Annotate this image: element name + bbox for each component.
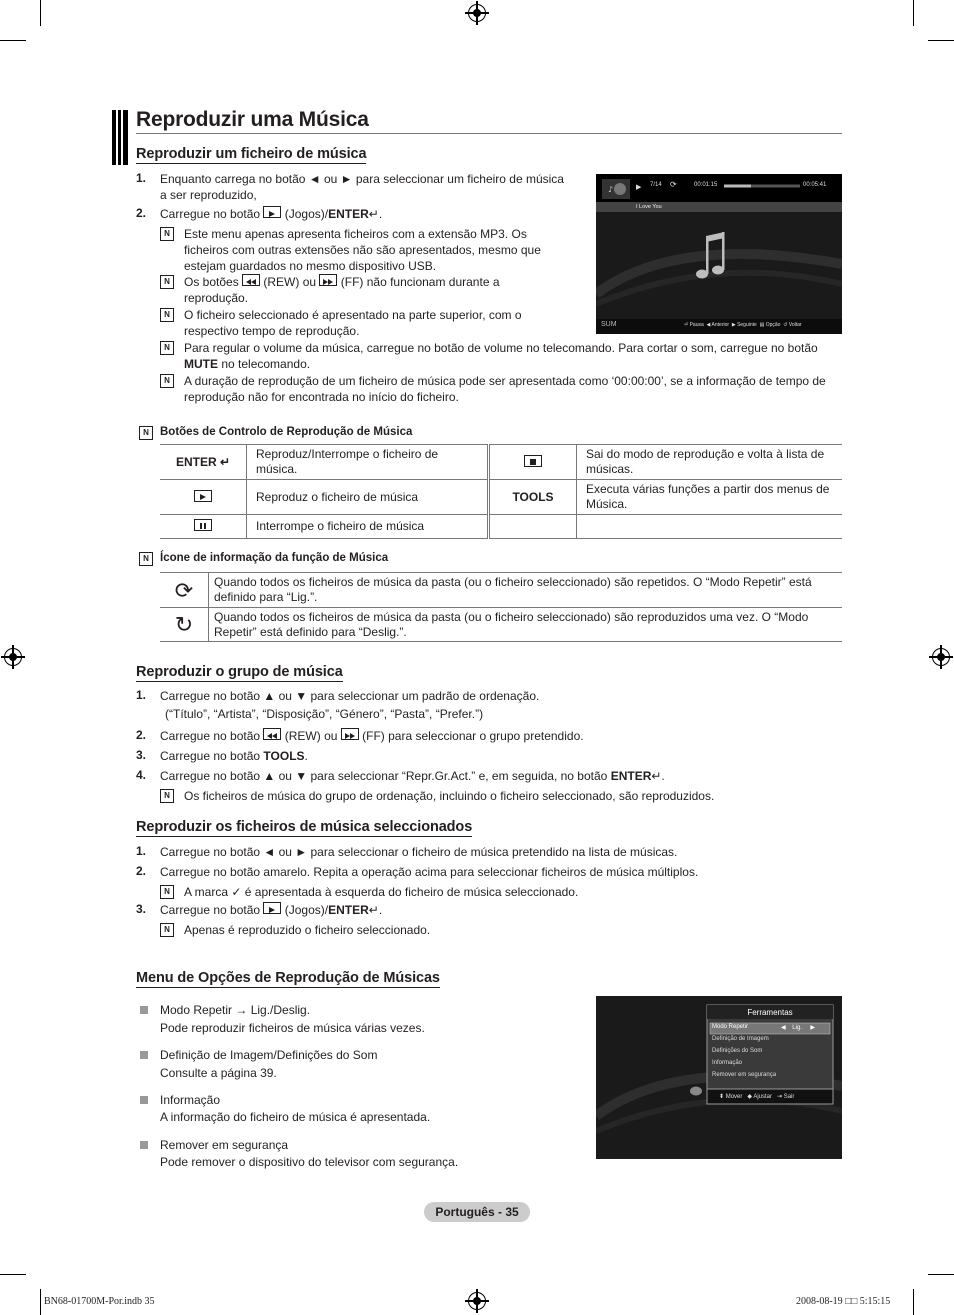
enter-icon: ↵	[651, 769, 662, 783]
step-text: (“Título”, “Artista”, “Disposição”, “Género”, “Pasta”, “Prefer.”)	[165, 707, 484, 721]
step-text: Carregue no botão ▲ ou ▼ para seleccionar um padrão de ordenação.	[160, 689, 540, 703]
note-icon: N	[160, 308, 174, 322]
table-row: ↻ Quando todos os ficheiros de música da pasta (ou o ficheiro seleccionado) são reproduzidos uma vez. O “Modo Repetir” está definido para “Deslig.”.	[160, 608, 842, 642]
pause-button-icon	[194, 519, 212, 531]
play-button-icon	[194, 490, 212, 502]
table-heading: Botões de Controlo de Reprodução de Música	[160, 426, 413, 438]
note-text: Apenas é reproduzido o ficheiro seleccionado.	[184, 923, 431, 937]
note-text: A duração de reprodução de um ficheiro de música pode ser apresentada como ‘00:00:00’, se a informação de tempo de	[184, 374, 826, 388]
step-number: 1.	[136, 171, 147, 185]
bullet-icon	[140, 1141, 148, 1149]
step-text: a ser reproduzido,	[160, 188, 257, 202]
note-icon: N	[160, 227, 174, 241]
note-icon: N	[160, 789, 174, 803]
note-text: Para regular o volume da música, carregue no botão de volume no telecomando. Para cortar o som, carregue no botão	[184, 341, 818, 355]
fast-forward-button-icon	[341, 728, 359, 740]
table-heading: Ícone de informação da função de Música	[160, 552, 389, 564]
note-icon: N	[139, 552, 153, 566]
bullet-icon	[140, 1096, 148, 1104]
registration-mark-icon	[468, 4, 486, 22]
step-number: 2.	[136, 864, 147, 878]
registration-mark-icon	[4, 648, 22, 666]
title-bar-decoration	[112, 110, 128, 165]
table-row: Reproduz o ficheiro de música TOOLS Executa várias funções a partir dos menus de Música.	[160, 480, 842, 515]
crop-mark	[928, 40, 954, 41]
total-time: 00:05:41	[803, 182, 827, 188]
repeat-once-icon: ↻	[160, 608, 209, 642]
note-text: Os botões (REW) ou (FF) não funcionam durante a	[184, 275, 500, 289]
note-text: estejam guardados no mesmo dispositivo USB.	[184, 259, 437, 273]
step-number: 1.	[136, 844, 147, 858]
step-number: 3.	[136, 902, 147, 916]
step-text: Carregue no botão amarelo. Repita a operação acima para seleccionar ficheiros de música múltiplos.	[160, 865, 699, 879]
crop-mark	[0, 1274, 26, 1275]
fast-forward-button-icon	[319, 274, 337, 286]
crop-mark	[913, 1289, 914, 1315]
step-text: Carregue no botão (Jogos)/ENTER↵.	[160, 207, 383, 221]
note-text: reprodução não for encontrada no início do ficheiro.	[184, 390, 459, 404]
option-desc: A informação do ficheiro de música é apresentada.	[160, 1110, 431, 1124]
step-number: 4.	[136, 768, 147, 782]
menu-footer-hints: ⬍ Mover ◆ Ajustar ⇥ Sair	[719, 1094, 795, 1100]
title-rule	[136, 133, 842, 134]
note-text: MUTE no telecomando.	[184, 357, 311, 371]
crop-mark	[40, 0, 41, 26]
repeat-icon: ⟳	[670, 180, 677, 189]
option-desc: Pode reproduzir ficheiros de música várias vezes.	[160, 1021, 425, 1035]
song-title: I Love You	[636, 204, 662, 210]
page-title: Reproduzir uma Música	[136, 108, 369, 131]
note-text: reprodução.	[184, 291, 249, 305]
menu-item[interactable]: Informação	[712, 1060, 743, 1066]
svg-text:♪: ♪	[608, 185, 614, 194]
option-desc: Consulte a página 39.	[160, 1066, 277, 1080]
menu-item-value[interactable]: ◀ Lig. ▶	[781, 1025, 815, 1031]
enter-icon: ↵	[219, 454, 231, 469]
crop-mark	[928, 1274, 954, 1275]
step-text: Enquanto carrega no botão ◄ ou ► para seleccionar um ficheiro de música	[160, 172, 564, 186]
sum-label: SUM	[601, 321, 617, 328]
rewind-button-icon	[263, 728, 281, 740]
menu-title: Ferramentas	[747, 1008, 793, 1017]
rewind-button-icon	[242, 274, 260, 286]
note-text: Este menu apenas apresenta ficheiros com a extensão MP3. Os	[184, 227, 527, 241]
tools-menu-screenshot	[596, 996, 842, 1159]
step-text: Carregue no botão ▲ ou ▼ para seleccionar “Repr.Gr.Act.” e, em seguida, no botão ENTER↵.	[160, 769, 665, 783]
bullet-icon	[140, 1051, 148, 1059]
option-title: Definição de Imagem/Definições do Som	[160, 1048, 378, 1062]
table-row: ⟳ Quando todos os ficheiros de música da pasta (ou o ficheiro seleccionado) são repetidos. O “Modo Repetir” está definido para “Lig.”.	[160, 573, 842, 608]
music-player-screenshot	[596, 174, 842, 334]
note-icon: N	[139, 426, 153, 440]
note-icon: N	[160, 885, 174, 899]
crop-mark	[0, 40, 26, 41]
section-heading-group: Reproduzir o grupo de música	[136, 664, 343, 680]
step-text: Carregue no botão TOOLS.	[160, 749, 308, 763]
enter-icon: ↵	[368, 207, 379, 221]
step-number: 1.	[136, 688, 147, 702]
icon-table	[160, 572, 842, 642]
play-button-icon	[263, 206, 281, 218]
bullet-icon	[140, 1006, 148, 1014]
enter-icon: ↵	[368, 903, 379, 917]
page-number-badge: Português - 35	[424, 1202, 530, 1222]
option-title: Informação	[160, 1093, 221, 1107]
elapsed-time: 00:01:15	[694, 182, 718, 188]
controls-table	[160, 444, 842, 539]
step-text: Carregue no botão (Jogos)/ENTER↵.	[160, 903, 383, 917]
repeat-all-icon: ⟳	[160, 573, 209, 608]
menu-item[interactable]: Definições do Som	[712, 1048, 763, 1054]
step-text: Carregue no botão ◄ ou ► para seleccionar o ficheiro de música pretendido na lista de músicas.	[160, 845, 678, 859]
svg-text:▶: ▶	[636, 183, 642, 191]
table-row: ENTER ↵ Reproduz/Interrompe o ficheiro de música. Sai do modo de reprodução e volta à lista de músicas.	[160, 445, 842, 480]
menu-item[interactable]: Definição de Imagem	[712, 1036, 769, 1042]
note-text: O ficheiro seleccionado é apresentado na parte superior, com o	[184, 308, 522, 322]
footer-timestamp: 2008-08-19 □□ 5:15:15	[796, 1296, 891, 1307]
control-hints: ⏎ Pausa ◀ Anterior ▶ Seguinte ▤ Opção ↺ Voltar	[684, 322, 802, 328]
check-mark-icon: ✓	[231, 885, 242, 899]
footer-file-info: BN68-01700M-Por.indb 35	[44, 1296, 155, 1307]
stop-button-icon	[524, 455, 542, 467]
table-row: Interrompe o ficheiro de música	[160, 515, 842, 539]
note-icon: N	[160, 341, 174, 355]
note-icon: N	[160, 374, 174, 388]
step-number: 2.	[136, 206, 147, 220]
track-index: 7/14	[650, 182, 662, 188]
note-text: ficheiros com outras extensões não são apresentados, mesmo que	[184, 243, 541, 257]
step-number: 3.	[136, 748, 147, 762]
crop-mark	[913, 0, 914, 26]
registration-mark-icon	[468, 1292, 486, 1310]
section-heading-selected: Reproduzir os ficheiros de música seleccionados	[136, 819, 473, 835]
step-number: 2.	[136, 728, 147, 742]
play-button-icon	[263, 902, 281, 914]
note-text: A marca ✓ é apresentada à esquerda do ficheiro de música seleccionado.	[184, 885, 579, 899]
note-text: respectivo tempo de reprodução.	[184, 324, 360, 338]
menu-item[interactable]: Modo Repetir	[712, 1024, 749, 1030]
note-text: Os ficheiros de música do grupo de ordenação, incluindo o ficheiro seleccionado, são reproduzidos.	[184, 789, 715, 803]
option-title: Modo Repetir → Lig./Deslig.	[160, 1003, 311, 1017]
note-icon: N	[160, 275, 174, 289]
registration-mark-icon	[932, 648, 950, 666]
option-desc: Pode remover o dispositivo do televisor com segurança.	[160, 1155, 459, 1169]
crop-mark	[40, 1289, 41, 1315]
menu-item[interactable]: Remover em segurança	[712, 1072, 777, 1078]
note-icon: N	[160, 923, 174, 937]
step-text: Carregue no botão (REW) ou (FF) para seleccionar o grupo pretendido.	[160, 729, 584, 743]
option-title: Remover em segurança	[160, 1138, 289, 1152]
section-heading-options: Menu de Opções de Reprodução de Músicas	[136, 970, 440, 986]
section-heading-play-file: Reproduzir um ficheiro de música	[136, 146, 367, 162]
